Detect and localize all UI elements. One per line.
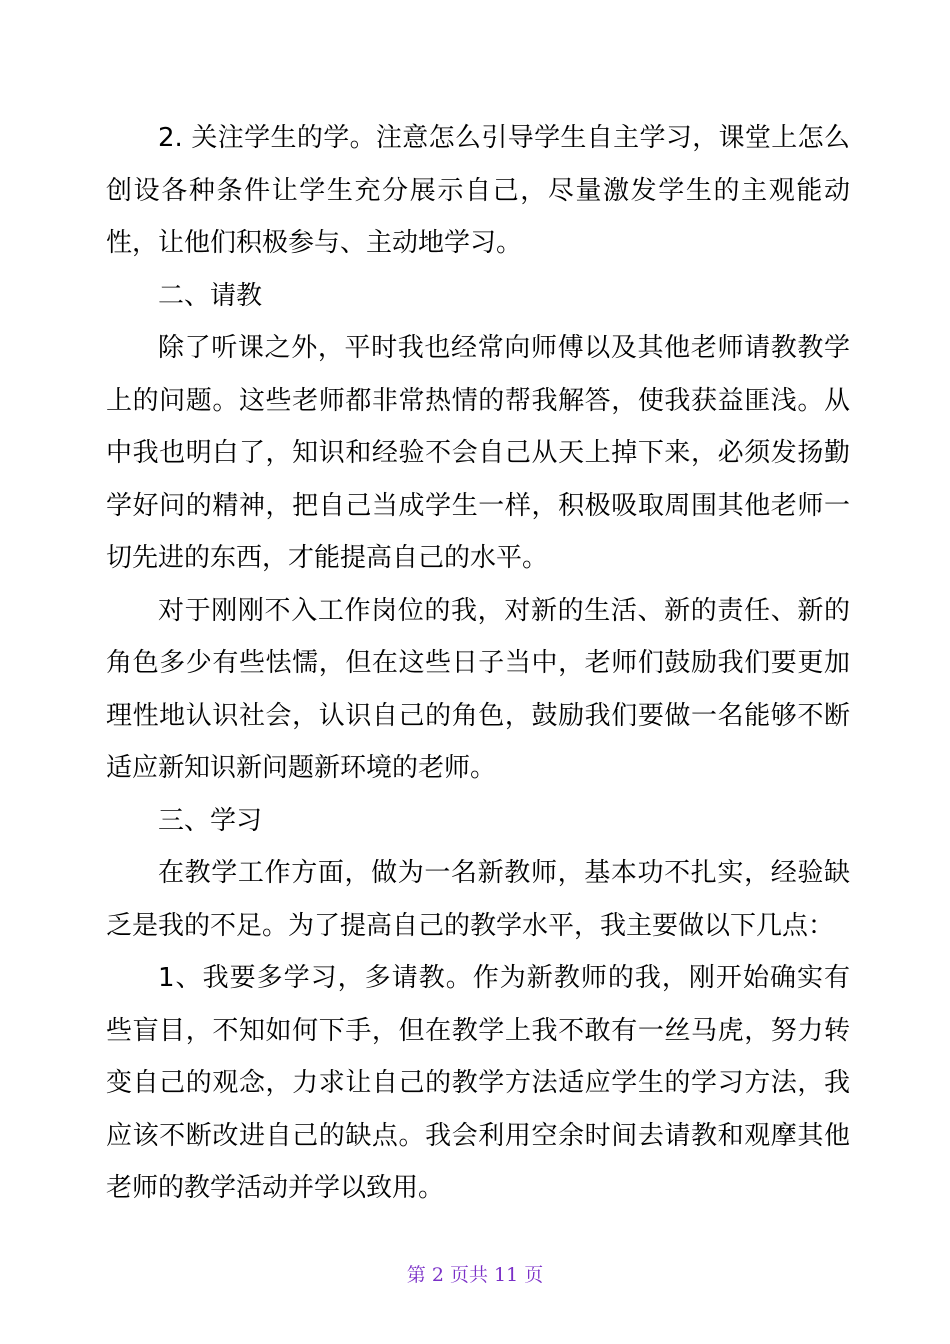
document-body <box>106 112 850 1215</box>
section-heading-study: 三、学习 <box>158 805 263 836</box>
section-heading-consult: 二、请教 <box>158 280 263 311</box>
paragraph-focus-on-learning: 2. 关注学生的学。注意怎么引导学生自主学习，课堂上怎么创设各种条件让学生充分展示自己，尽量激发学生的主观能动性，让他们积极参与、主动地学习。 <box>106 123 850 258</box>
paragraph-consult-teachers: 除了听课之外，平时我也经常向师傅以及其他老师请教教学上的问题。这些老师都非常热情的帮我解答，使我获益匪浅。从中我也明白了，知识和经验不会自己从天上掉下来，必须发扬勤学好问的精神，把自己当成学生一样，积极吸取周围其他老师一切先进的东西，才能提高自己的水平。 <box>106 333 850 573</box>
page-number-footer: 第 2 页共 11 页 <box>406 1264 544 1286</box>
paragraph-teaching-work: 在教学工作方面，做为一名新教师，基本功不扎实，经验缺乏是我的不足。为了提高自己的教学水平，我主要做以下几点： <box>106 858 850 941</box>
paragraph-new-role: 对于刚刚不入工作岗位的我，对新的生活、新的责任、新的角色多少有些怯懦，但在这些日子当中，老师们鼓励我们要更加理性地认识社会，认识自己的角色，鼓励我们要做一名能够不断适应新知识新问题新环境的老师。 <box>106 595 850 783</box>
paragraph-study-more: 1、我要多学习，多请教。作为新教师的我，刚开始确实有些盲目，不知如何下手，但在教学上我不敢有一丝马虎，努力转变自己的观念，力求让自己的教学方法适应学生的学习方法，我应该不断改进自己的缺点。我会利用空余时间去请教和观摩其他老师的教学活动并学以致用。 <box>106 963 850 1203</box>
